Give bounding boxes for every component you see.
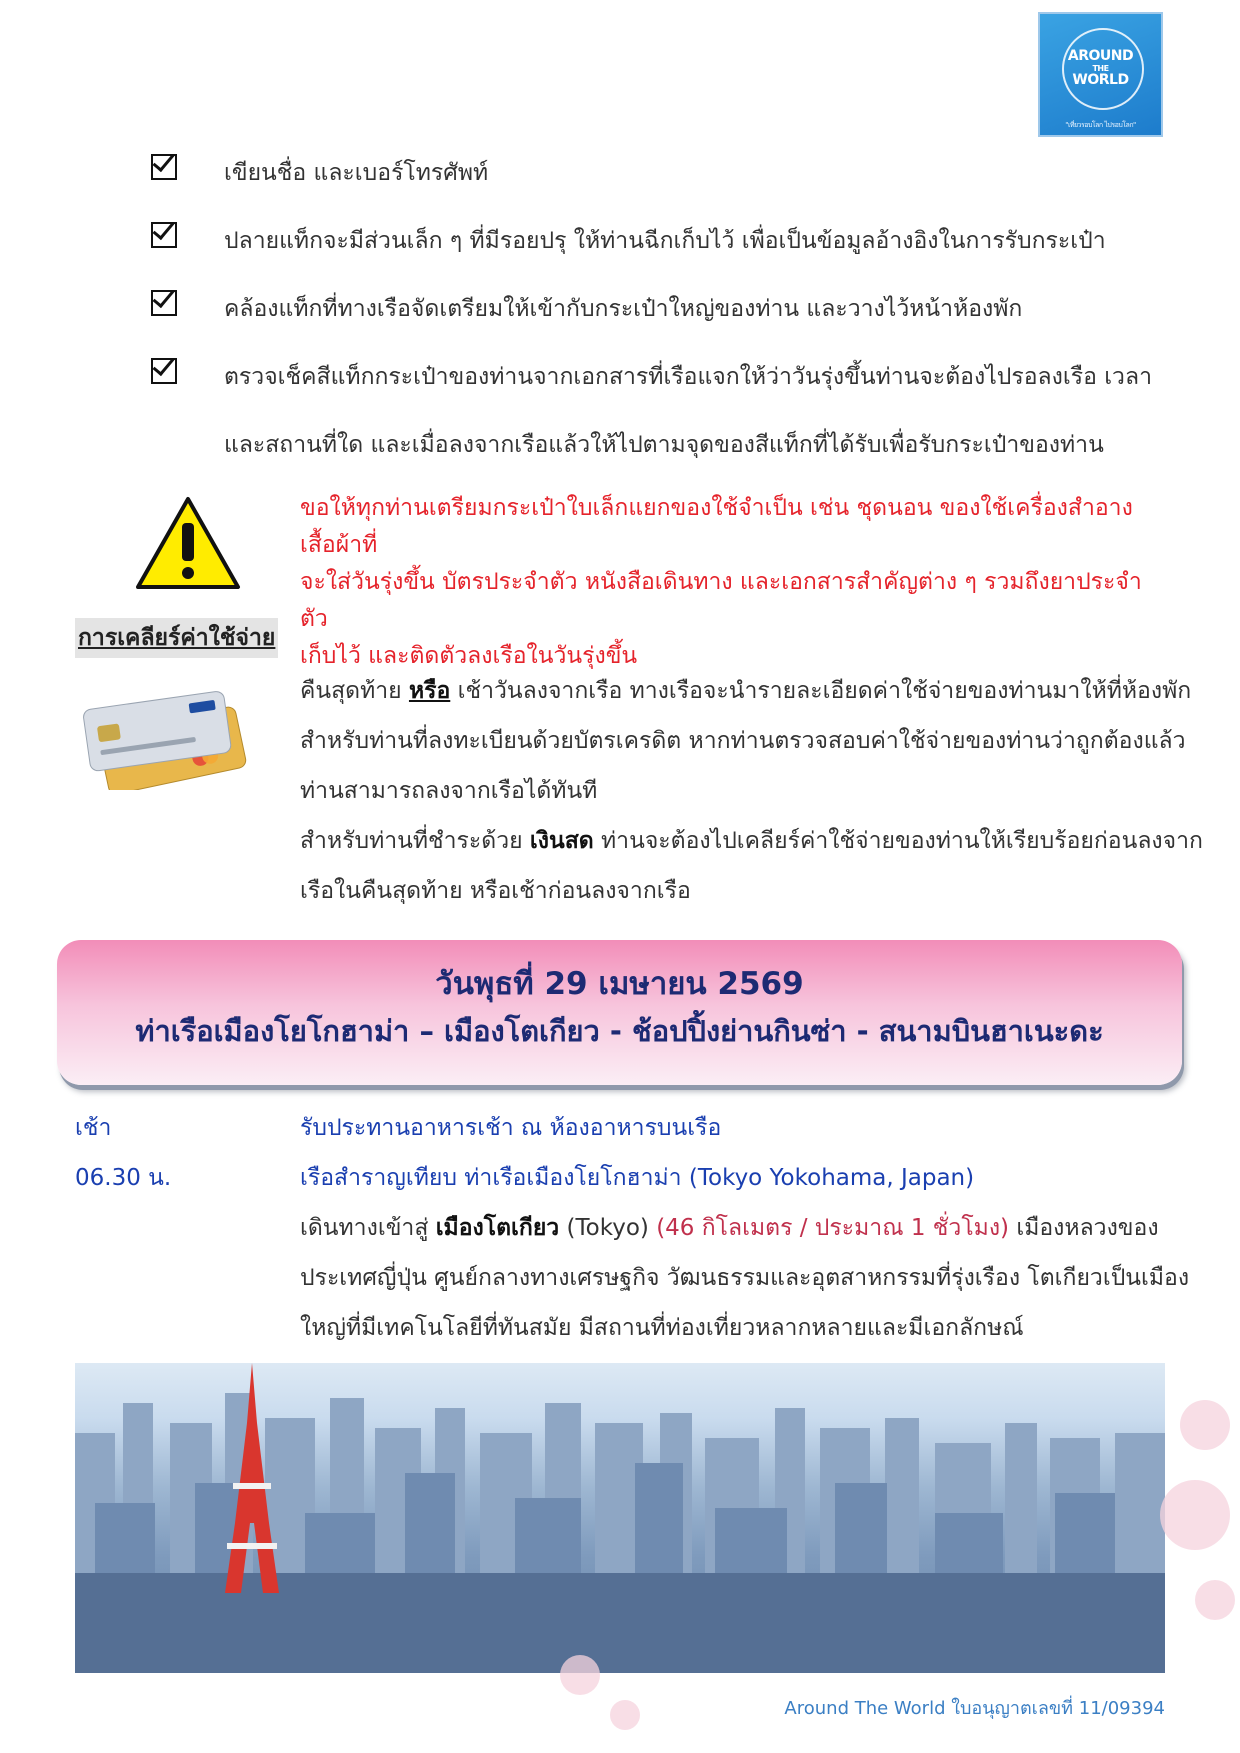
logo-tagline: "เที่ยวรอบโลก ไปรอบโลก" bbox=[1065, 121, 1136, 129]
expense-paragraph bbox=[300, 673, 1191, 709]
footer-license: Around The World ใบอนุญาตเลขที่ 11/09394 bbox=[784, 1698, 1165, 1719]
blossom-decoration bbox=[1195, 1580, 1235, 1620]
warning-icon bbox=[134, 495, 242, 591]
schedule-text: เรือสำราญเทียบ ท่าเรือเมืองโยโกฮาม่า (Tokyo Yokohama, Japan) bbox=[300, 1165, 975, 1191]
day-banner bbox=[57, 940, 1182, 1085]
blossom-decoration bbox=[560, 1655, 600, 1695]
checkbox-checked-icon bbox=[151, 290, 177, 316]
blossom-decoration bbox=[1180, 1400, 1230, 1450]
warning-line: เก็บไว้ และติดตัวลงเรือในวันรุ่งขึ้น bbox=[300, 643, 638, 669]
desc-text: เมืองหลวงของ bbox=[1009, 1215, 1159, 1241]
expense-text: เช้าวันลงจากเรือ ทางเรือจะนำรายละเอียดค่าใช้จ่ายของท่านมาให้ที่ห้องพัก bbox=[450, 678, 1192, 704]
day-route: ท่าเรือเมืองโยโกฮาม่า – เมืองโตเกียว - ช้อปปิ้งย่านกินซ่า - สนามบินฮาเนะดะ bbox=[135, 1014, 1104, 1048]
section-heading: การเคลียร์ค่าใช้จ่าย bbox=[75, 618, 278, 658]
schedule-text: รับประทานอาหารเช้า ณ ห้องอาหารบนเรือ bbox=[300, 1115, 722, 1141]
checklist-item: ตรวจเช็คสีแท็กกระเป๋าของท่านจากเอกสารที่เรือแจกให้ว่าวันรุ่งขึ้นท่านจะต้องไปรอลงเรือ เวลา bbox=[224, 364, 1152, 390]
desc-city: เมืองโตเกียว bbox=[435, 1215, 560, 1241]
logo-text-line3: WORLD bbox=[1072, 72, 1129, 88]
company-logo bbox=[1038, 12, 1163, 137]
logo-text-line2: THE bbox=[1092, 64, 1109, 73]
blossom-decoration bbox=[610, 1700, 640, 1730]
expense-or-text: หรือ bbox=[408, 678, 451, 704]
expense-paragraph: ท่านสามารถลงจากเรือได้ทันที bbox=[300, 778, 598, 804]
checklist-item-continuation: และสถานที่ใด และเมื่อลงจากเรือแล้วให้ไปตามจุดของสีแท็กที่ได้รับเพื่อรับกระเป๋าของท่าน bbox=[224, 432, 1104, 458]
city-skyline-illustration bbox=[75, 1363, 1165, 1673]
checkbox-checked-icon bbox=[151, 154, 177, 180]
expense-paragraph bbox=[300, 823, 1203, 859]
expense-cash-text: เงินสด bbox=[529, 828, 594, 854]
credit-card-icon bbox=[78, 690, 260, 790]
day-date: วันพุธที่ 29 เมษายน 2569 bbox=[435, 966, 804, 1002]
tokyo-description: ประเทศญี่ปุ่น ศูนย์กลางทางเศรษฐกิจ วัฒนธรรมและอุตสาหกรรมที่รุ่งเรือง โตเกียวเป็นเมือง bbox=[300, 1265, 1190, 1291]
schedule-time: 06.30 น. bbox=[75, 1165, 172, 1191]
expense-paragraph: สำหรับท่านที่ลงทะเบียนด้วยบัตรเครดิต หากท่านตรวจสอบค่าใช้จ่ายของท่านว่าถูกต้องแล้ว bbox=[300, 728, 1186, 754]
warning-line: จะใส่วันรุ่งขึ้น บัตรประจำตัว หนังสือเดินทาง และเอกสารสำคัญต่าง ๆ รวมถึงยาประจำตัว bbox=[300, 569, 1142, 632]
checklist-item: คล้องแท็กที่ทางเรือจัดเตรียมให้เข้ากับกระเป๋าใหญ่ของท่าน และวางไว้หน้าห้องพัก bbox=[224, 296, 1023, 322]
tokyo-description bbox=[300, 1210, 1159, 1246]
checkbox-checked-icon bbox=[151, 222, 177, 248]
expense-text: ท่านจะต้องไปเคลียร์ค่าใช้จ่ายของท่านให้เรียบร้อยก่อนลงจาก bbox=[593, 828, 1203, 854]
desc-text: เดินทางเข้าสู่ bbox=[300, 1215, 436, 1241]
tokyo-city-photo bbox=[75, 1363, 1165, 1673]
checklist-item: เขียนชื่อ และเบอร์โทรศัพท์ bbox=[224, 160, 489, 186]
checklist-item: ปลายแท็กจะมีส่วนเล็ก ๆ ที่มีรอยปรุ ให้ท่านฉีกเก็บไว้ เพื่อเป็นข้อมูลอ้างอิงในการรับกระเป๋า bbox=[224, 228, 1106, 254]
expense-text: สำหรับท่านที่ชำระด้วย bbox=[300, 828, 530, 854]
blossom-decoration bbox=[1160, 1480, 1230, 1550]
checkbox-checked-icon bbox=[151, 358, 177, 384]
warning-text bbox=[300, 490, 1166, 675]
tokyo-description: ใหญ่ที่มีเทคโนโลยีที่ทันสมัย มีสถานที่ท่องเที่ยวหลากหลายและมีเอกลักษณ์ bbox=[300, 1315, 1024, 1341]
desc-text: (Tokyo) bbox=[559, 1215, 657, 1241]
logo-text-line1: AROUND bbox=[1067, 48, 1134, 64]
warning-line: ขอให้ทุกท่านเตรียมกระเป๋าใบเล็กแยกของใช้จำเป็น เช่น ชุดนอน ของใช้เครื่องสำอาง เสื้อผ้าที่ bbox=[300, 495, 1133, 558]
expense-paragraph: เรือในคืนสุดท้าย หรือเช้าก่อนลงจากเรือ bbox=[300, 878, 691, 904]
schedule-time: เช้า bbox=[75, 1115, 112, 1141]
expense-text: คืนสุดท้าย bbox=[300, 678, 409, 704]
desc-distance: (46 กิโลเมตร / ประมาณ 1 ชั่วโมง) bbox=[656, 1215, 1010, 1241]
